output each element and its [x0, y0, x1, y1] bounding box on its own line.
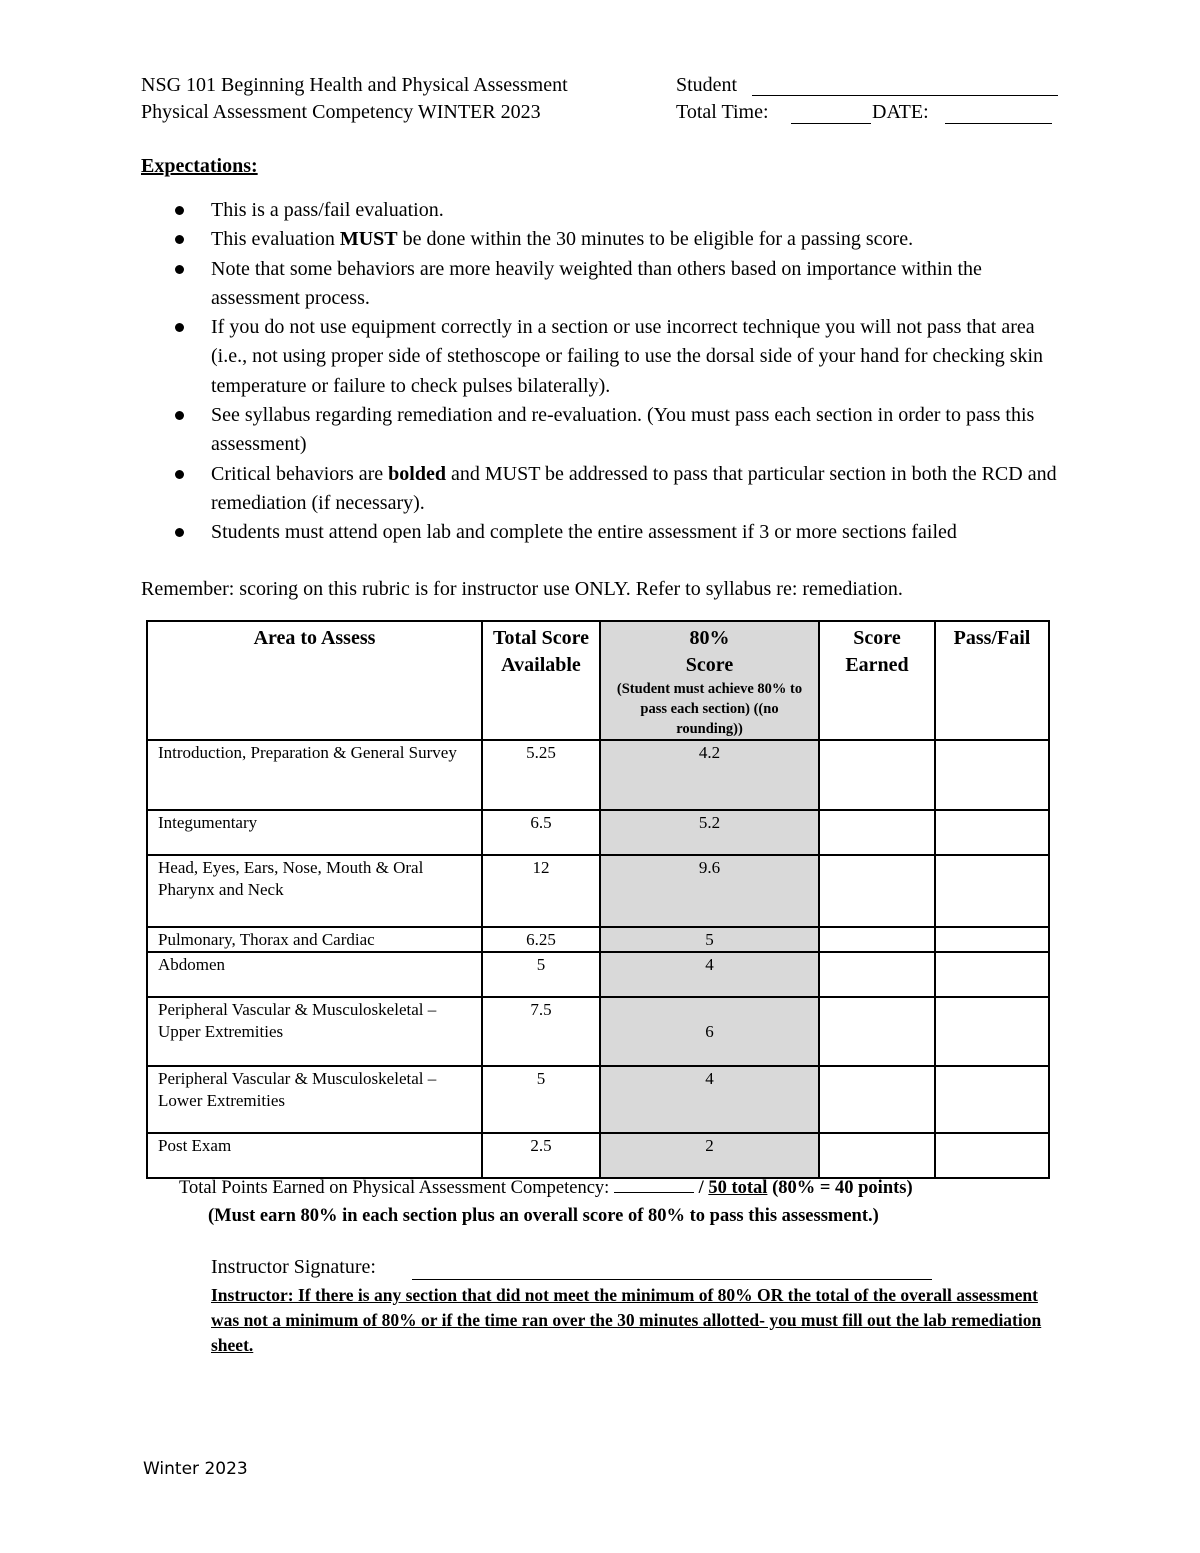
total-score-cell: 6.5 — [482, 810, 600, 855]
expectation-emphasis: bolded — [388, 462, 446, 485]
instructor-signature-blank[interactable] — [412, 1279, 932, 1280]
pass-fail-cell[interactable] — [935, 997, 1049, 1066]
min-score-cell: 5.2 — [600, 810, 819, 855]
pass-fail-cell[interactable] — [935, 927, 1049, 952]
course-title: NSG 101 Beginning Health and Physical Assessment — [141, 74, 568, 96]
score-earned-cell[interactable] — [819, 952, 935, 997]
bullet-icon — [175, 265, 184, 274]
expectations-heading: Expectations: — [141, 155, 258, 177]
total-score-cell: 2.5 — [482, 1133, 600, 1178]
table-row — [147, 997, 1049, 1066]
header-80-note: (Student must achieve 80% to pass each section) ((no rounding)) — [616, 681, 803, 737]
expectation-text: This is a pass/fail evaluation. — [211, 199, 444, 221]
total-points-label: Total Points Earned on Physical Assessment Competency: — [179, 1178, 610, 1198]
header-80-score — [600, 621, 819, 740]
score-earned-cell[interactable] — [819, 740, 935, 810]
expectation-text: Critical behaviors are — [211, 462, 389, 485]
expectation-text: If you do not use equipment correctly in a section or use incorrect technique you will not pass that area (i.e., not using proper side of stethoscope or failing to use the dorsal side of your hand for checking skin temperature or failure to check pulses bilaterally). — [211, 316, 1044, 397]
date-label: DATE: — [872, 101, 929, 123]
expectation-item — [141, 196, 1061, 225]
table-row — [147, 927, 1049, 952]
header-total-text: Total Score Available — [492, 627, 590, 676]
assessment-table — [146, 620, 1050, 1179]
bullet-icon — [175, 470, 184, 479]
score-earned-cell[interactable] — [819, 927, 935, 952]
min-score-cell: 4.2 — [600, 740, 819, 810]
expectation-text-cont: and MUST be addressed to pass that particular section in both the RCD and remediation (if necessary). — [211, 462, 1057, 514]
total-score-cell: 5.25 — [482, 740, 600, 810]
score-earned-cell[interactable] — [819, 997, 935, 1066]
score-earned-cell[interactable] — [819, 1066, 935, 1133]
min-score-cell: 4 — [600, 952, 819, 997]
pass-fail-cell[interactable] — [935, 1066, 1049, 1133]
total-slash: / — [698, 1178, 704, 1198]
header-80-score-label: Score — [685, 654, 734, 676]
area-cell: Abdomen — [147, 952, 482, 997]
student-name-blank[interactable] — [752, 95, 1058, 96]
total-score-cell: 12 — [482, 855, 600, 927]
remember-note: Remember: scoring on this rubric is for instructor use ONLY. Refer to syllabus re: remediation. — [141, 578, 903, 600]
must-earn-note: (Must earn 80% in each section plus an overall score of 80% to pass this assessment.) — [208, 1206, 879, 1226]
area-cell: Head, Eyes, Ears, Nose, Mouth & Oral Pharynx and Neck — [147, 855, 482, 927]
expectation-emphasis: MUST — [339, 228, 398, 251]
expectation-item — [141, 225, 1061, 254]
bullet-icon — [175, 206, 184, 215]
total-points-line — [179, 1178, 913, 1199]
score-earned-cell[interactable] — [819, 810, 935, 855]
expectation-item — [141, 518, 1061, 547]
expectation-item — [141, 460, 1061, 519]
area-cell: Integumentary — [147, 810, 482, 855]
total-score-cell: 7.5 — [482, 997, 600, 1066]
header-total-score — [482, 621, 600, 740]
expectation-text: Students must attend open lab and complete the entire assessment if 3 or more sections failed — [211, 521, 957, 544]
header-score-earned — [819, 621, 935, 740]
table-row — [147, 1066, 1049, 1133]
header-earned-text: Score Earned — [845, 627, 909, 676]
expectation-text-cont: be done within the 30 minutes to be eligible for a passing score. — [397, 228, 914, 251]
min-score-cell: 2 — [600, 1133, 819, 1178]
pass-fail-cell[interactable] — [935, 952, 1049, 997]
total-time-blank[interactable] — [791, 123, 871, 124]
expectation-text: This evaluation — [211, 228, 340, 251]
total-pct-note: (80% = 40 points) — [772, 1178, 913, 1198]
score-earned-cell[interactable] — [819, 855, 935, 927]
table-row — [147, 855, 1049, 927]
bullet-icon — [175, 235, 184, 244]
area-cell: Post Exam — [147, 1133, 482, 1178]
min-score-cell: 5 — [600, 927, 819, 952]
total-available: 50 total — [708, 1178, 768, 1198]
area-cell: Peripheral Vascular & Musculoskeletal – Lower Extremities — [147, 1066, 482, 1133]
expectation-text: See syllabus regarding remediation and re-evaluation. (You must pass each section in order to pass this assessment) — [211, 404, 1035, 456]
date-blank[interactable] — [945, 123, 1052, 124]
student-label: Student — [676, 74, 738, 96]
table-row — [147, 810, 1049, 855]
total-score-cell: 5 — [482, 1066, 600, 1133]
area-cell: Pulmonary, Thorax and Cardiac — [147, 927, 482, 952]
page-footer: Winter 2023 — [143, 1459, 248, 1479]
pass-fail-cell[interactable] — [935, 855, 1049, 927]
min-score-cell: 6 — [600, 997, 819, 1066]
bullet-icon — [175, 323, 184, 332]
total-time-label: Total Time: — [676, 101, 769, 123]
total-score-cell: 5 — [482, 952, 600, 997]
expectation-text: Note that some behaviors are more heavily weighted than others based on importance within the assessment process. — [211, 257, 982, 309]
area-cell: Introduction, Preparation & General Survey — [147, 740, 482, 810]
expectation-item — [141, 255, 1061, 314]
table-row — [147, 1133, 1049, 1178]
bullet-icon — [175, 528, 184, 537]
header-pass-fail: Pass/Fail — [935, 621, 1049, 740]
pass-fail-cell[interactable] — [935, 740, 1049, 810]
instructor-signature-label: Instructor Signature: — [211, 1256, 376, 1278]
total-score-cell: 6.25 — [482, 927, 600, 952]
expectations-list — [141, 196, 1061, 548]
total-points-blank[interactable] — [614, 1178, 694, 1193]
expectation-item — [141, 401, 1061, 460]
bullet-icon — [175, 411, 184, 420]
pass-fail-cell[interactable] — [935, 810, 1049, 855]
instructor-note: Instructor: If there is any section that did not meet the minimum of 80% OR the total of the overall assessment was not a minimum of 80% or if the time ran over the 30 minutes allotted- you must fill out the lab remediation sheet. — [211, 1285, 1042, 1355]
min-score-cell: 9.6 — [600, 855, 819, 927]
area-cell: Peripheral Vascular & Musculoskeletal – Upper Extremities — [147, 997, 482, 1066]
table-row — [147, 740, 1049, 810]
header-area: Area to Assess — [147, 621, 482, 740]
header-80-pct: 80% — [689, 627, 730, 649]
table-row — [147, 952, 1049, 997]
expectation-item — [141, 313, 1061, 401]
pass-fail-cell[interactable] — [935, 1133, 1049, 1178]
score-earned-cell[interactable] — [819, 1133, 935, 1178]
competency-title: Physical Assessment Competency WINTER 2023 — [141, 101, 541, 123]
min-score-cell: 4 — [600, 1066, 819, 1133]
